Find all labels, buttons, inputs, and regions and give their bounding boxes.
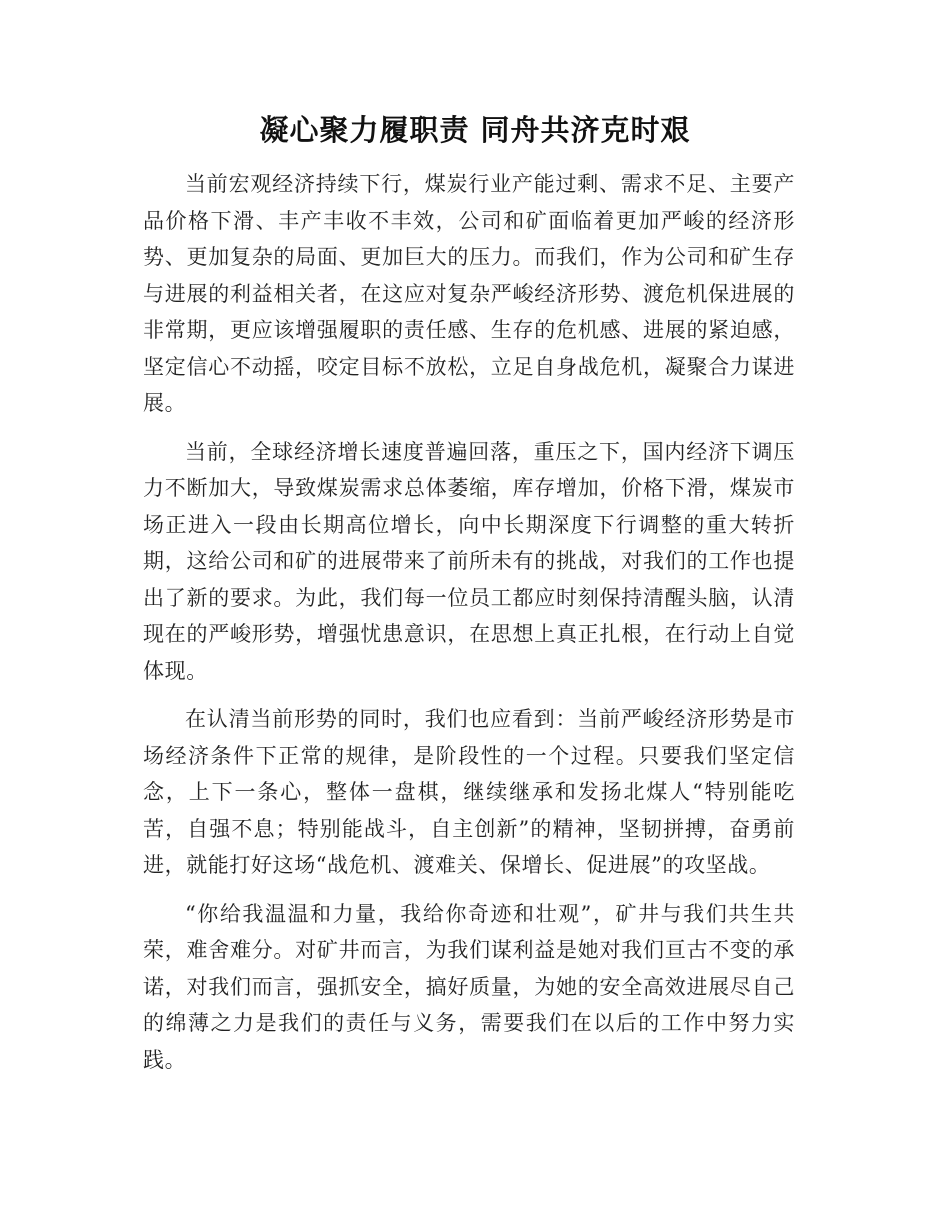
- document-body: [143, 166, 795, 1090]
- paragraph-4: “你给我温温和力量，我给你奇迹和壮观”，矿井与我们共生共荣，难舍难分。对矿井而言，为我们谋利益是她对我们亘古不变的承诺，对我们而言，强抓安全，搞好质量，为她的安全高效进展尽自己的绵薄之力是我们的责任与义务，需要我们在以后的工作中努力实践。: [143, 901, 795, 1072]
- document-title: 凝心聚力履职责 同舟共济克时艰: [259, 113, 691, 147]
- paragraph-2: 当前，全球经济增长速度普遍回落，重压之下，国内经济下调压力不断加大，导致煤炭需求总体萎缩，库存增加，价格下滑，煤炭市场正进入一段由长期高位增长，向中长期深度下行调整的重大转折期，这给公司和矿的进展带来了前所未有的挑战，对我们的工作也提出了新的要求。为此，我们每一位员工都应时刻保持清醒头脑，认清现在的严峻形势，增强忧患意识，在思想上真正扎根，在行动上自觉体现。: [143, 439, 795, 683]
- paragraph-3: 在认清当前形势的同时，我们也应看到：当前严峻经济形势是市场经济条件下正常的规律，是阶段性的一个过程。只要我们坚定信念，上下一条心，整体一盘棋，继续继承和发扬北煤人“特别能吃苦，自强不息；特别能战斗，自主创新”的精神，坚韧拼搏，奋勇前进，就能打好这场“战危机、渡难关、保增长、促进展”的攻坚战。: [143, 707, 795, 877]
- paragraph-1: 当前宏观经济持续下行，煤炭行业产能过剩、需求不足、主要产品价格下滑、丰产丰收不丰效，公司和矿面临着更加严峻的经济形势、更加复杂的局面、更加巨大的压力。而我们，作为公司和矿生存与进展的利益相关者，在这应对复杂严峻经济形势、渡危机保进展的非常期，更应该增强履职的责任感、生存的危机感、进展的紧迫感，坚定信心不动摇，咬定目标不放松，立足自身战危机，凝聚合力谋进展。: [143, 172, 795, 415]
